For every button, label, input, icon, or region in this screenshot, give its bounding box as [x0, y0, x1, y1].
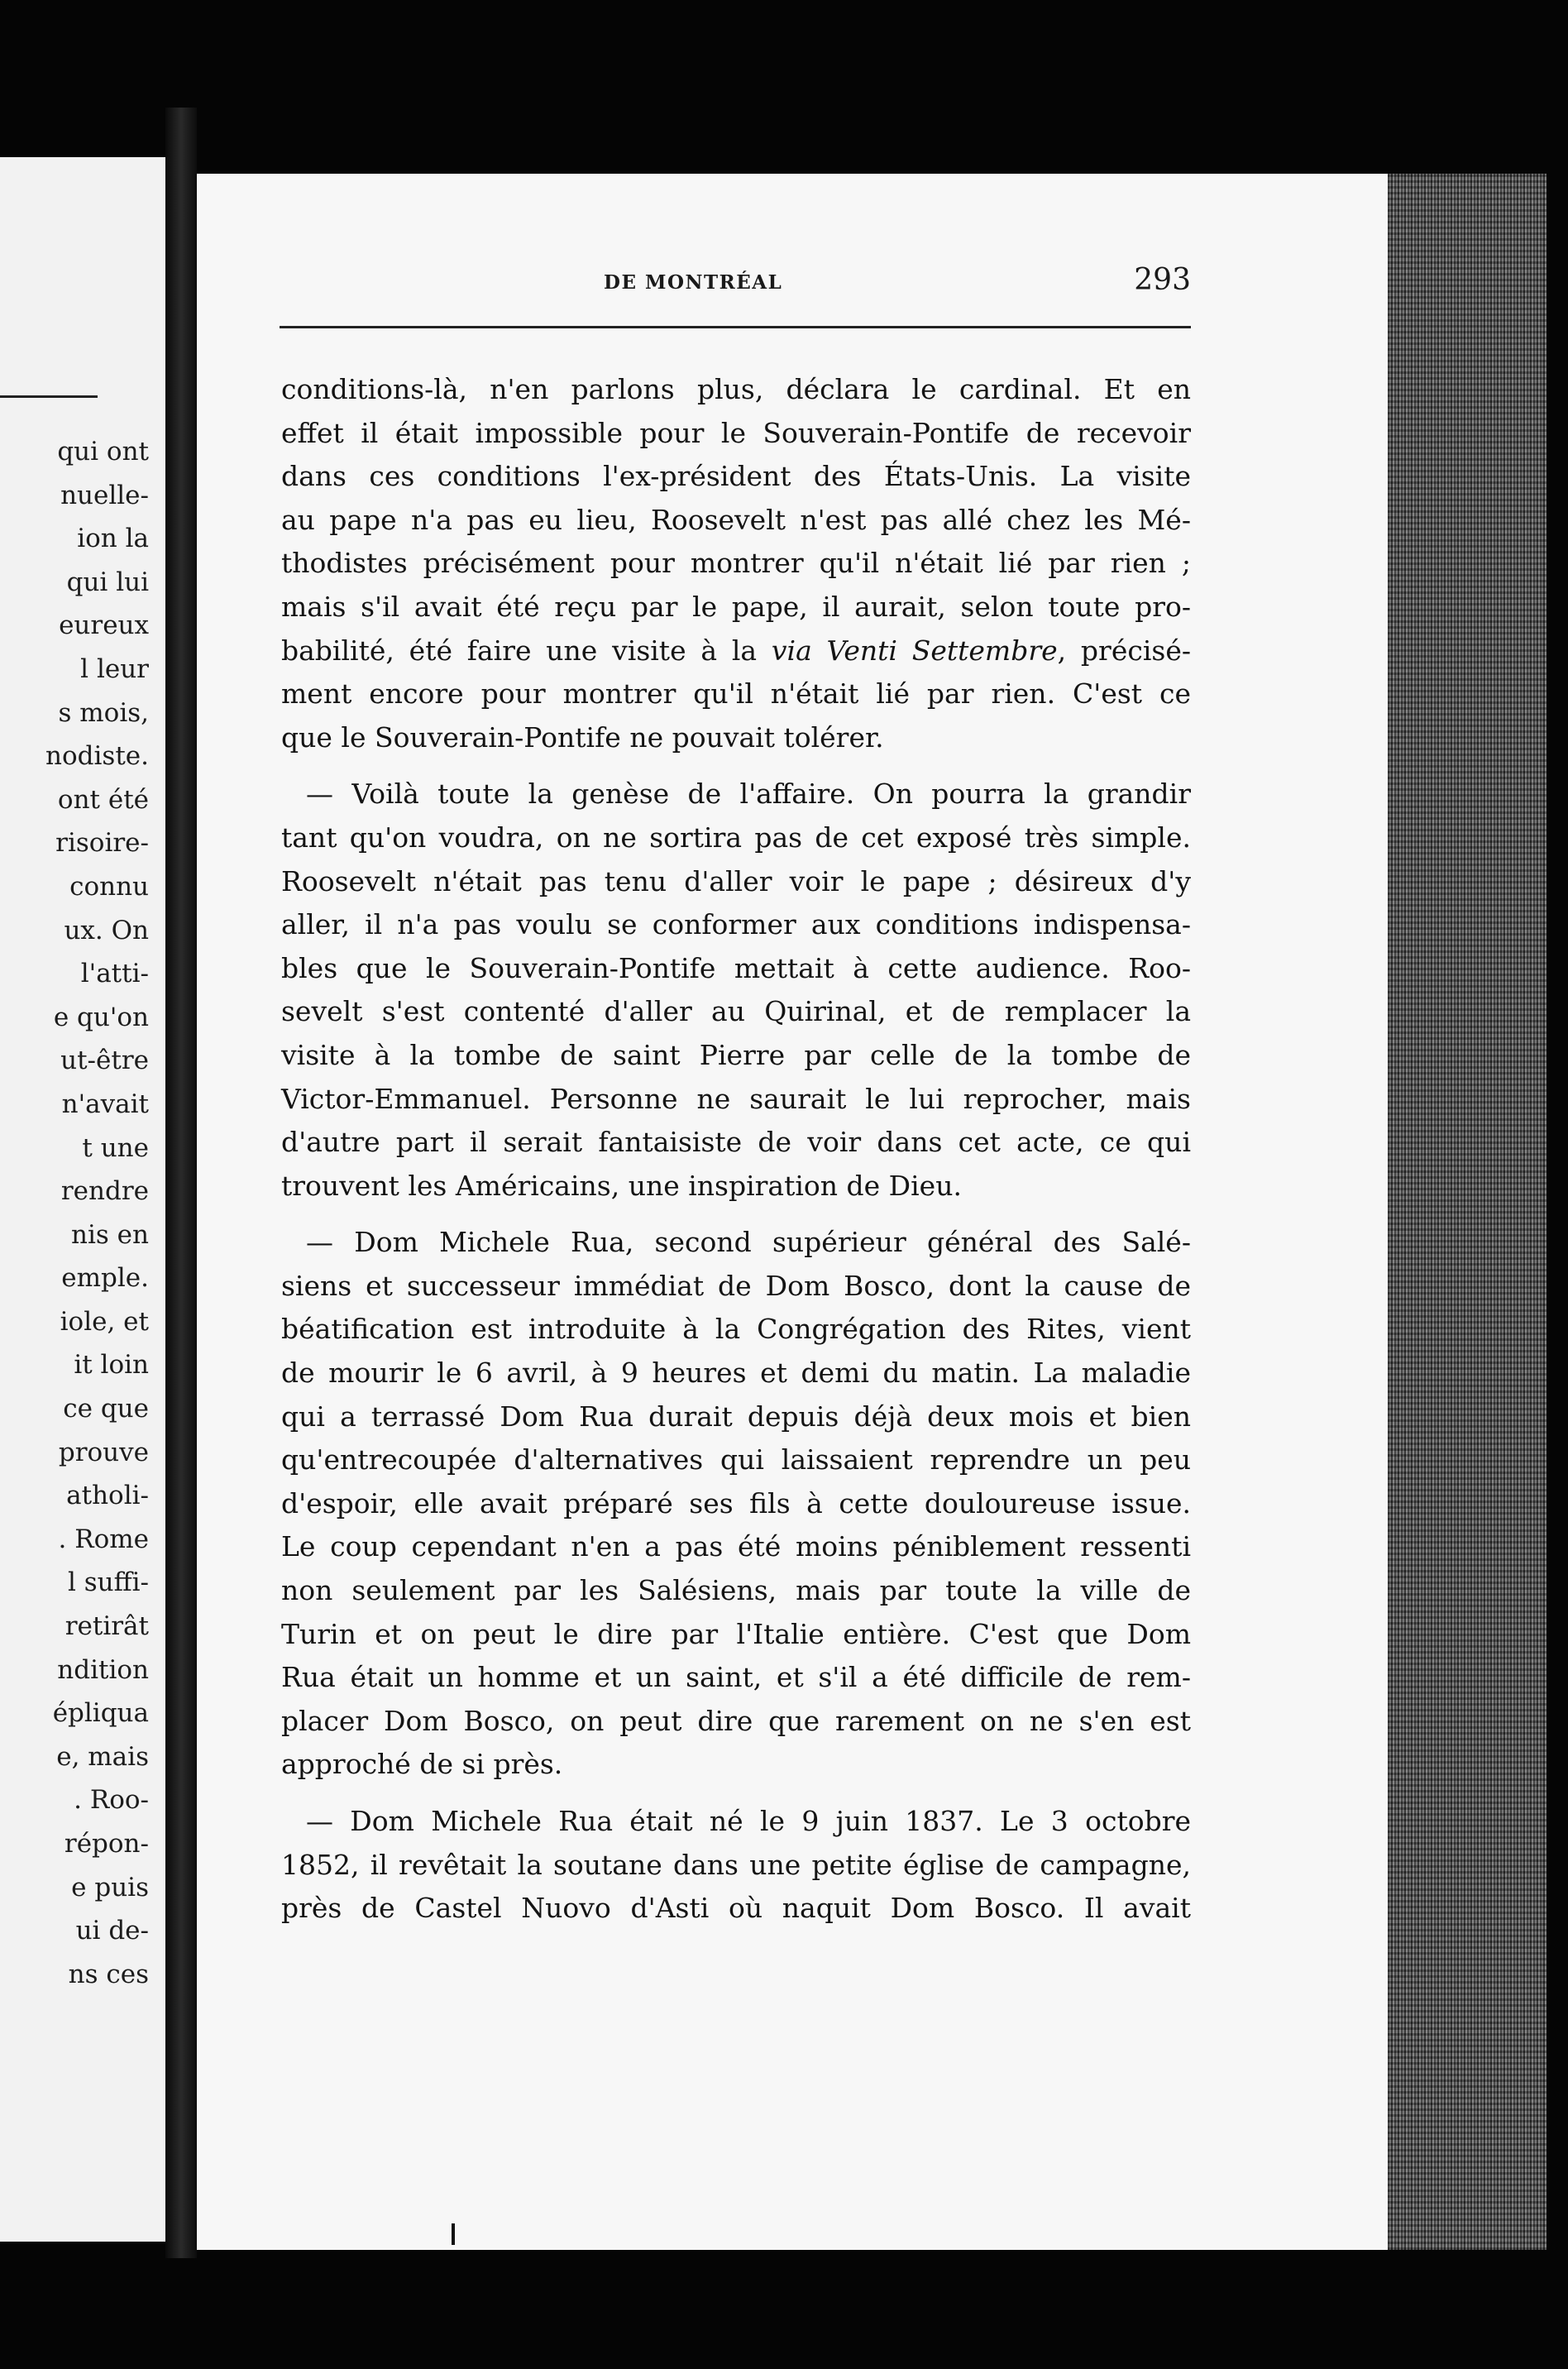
text-line: — Dom Michele Rua, second supérieur général des Salé- [306, 1226, 1191, 1259]
left-page-line: iole, et [60, 1306, 149, 1337]
text-line: d'autre part il serait fantaisiste de voir dans cet acte, ce qui [281, 1126, 1191, 1159]
left-page-line: e puis [71, 1872, 149, 1902]
left-page-line: épliqua [52, 1698, 149, 1729]
header-rule [280, 326, 1191, 328]
scan-mark [452, 2223, 455, 2245]
text-line: béatification est introduite à la Congrégation des Rites, vient [281, 1313, 1191, 1346]
text-line: conditions-là, n'en parlons plus, déclara le cardinal. Et en [281, 373, 1191, 405]
text-line: tant qu'on voudra, on ne sortira pas de cet exposé très simple. [281, 821, 1191, 854]
running-title: DE MONTRÉAL [604, 271, 783, 294]
text-line: — Dom Michele Rua était né le 9 juin 1837. Le 3 octobre [306, 1805, 1191, 1837]
left-page-line: emple. [61, 1263, 149, 1294]
text-line: ment encore pour montrer qu'il n'était lié par rien. C'est ce [281, 677, 1191, 711]
left-page-line: s mois, [58, 697, 149, 728]
text-line: babilité, été faire une visite à la via Venti Settembre, précisé- [281, 634, 1191, 667]
left-page-line: ion la [77, 524, 149, 554]
text-line: Rua était un homme et un saint, et s'il a été difficile de rem- [281, 1661, 1191, 1694]
text-line: 1852, il revêtait la soutane dans une petite église de campagne, [281, 1848, 1191, 1881]
text-line: Le coup cependant n'en a pas été moins péniblement ressenti [281, 1530, 1191, 1563]
left-page-line: ont été [57, 784, 149, 815]
text-line: siens et successeur immédiat de Dom Bosco, dont la cause de [281, 1269, 1191, 1302]
left-page-line: . Rome [58, 1524, 149, 1554]
text-line: dans ces conditions l'ex-président des États-Unis. La visite [281, 460, 1191, 493]
text-line: que le Souverain-Pontife ne pouvait tolérer. [281, 720, 884, 754]
book-gutter [165, 108, 197, 2258]
text-line: au pape n'a pas eu lieu, Roosevelt n'est pas allé chez les Mé- [281, 503, 1191, 536]
left-page-line: l'atti- [80, 959, 149, 989]
left-page-line: nuelle- [60, 480, 149, 510]
text-line: placer Dom Bosco, on peut dire que rarement on ne s'en est [281, 1704, 1191, 1737]
left-page-line: risoire- [55, 828, 149, 859]
left-page-line: e, mais [56, 1741, 149, 1772]
left-page-line: ut-être [60, 1046, 149, 1076]
paragraph-gap [281, 1208, 1191, 1221]
left-page-line: rendre [60, 1176, 149, 1207]
left-page-line: répon- [64, 1829, 149, 1859]
text-line: sevelt s'est contenté d'aller au Quirinal, et de remplacer la [281, 995, 1191, 1028]
text-line: effet il était impossible pour le Souverain-Pontife de recevoir [281, 416, 1191, 449]
page-number: 293 [1134, 263, 1191, 297]
italic-text: via Venti Settembre [771, 634, 1058, 667]
text-line: Victor-Emmanuel. Personne ne saurait le lui reprocher, mais [281, 1082, 1191, 1115]
text-line: mais s'il avait été reçu par le pape, il aurait, selon toute pro- [281, 590, 1191, 623]
left-page-line: prouve [58, 1437, 149, 1467]
left-page-line: ce que [63, 1394, 149, 1424]
paragraph-gap [281, 1787, 1191, 1800]
left-page-line: l leur [80, 653, 149, 684]
left-page-line: connu [69, 871, 149, 902]
left-page-line: nodiste. [45, 741, 149, 772]
left-page-line: eureux [59, 610, 149, 641]
text-line: Roosevelt n'était pas tenu d'aller voir le pape ; désireux d'y [281, 864, 1191, 897]
text-line: qui a terrassé Dom Rua durait depuis déjà deux mois et bien [281, 1400, 1191, 1433]
left-page-line: ux. On [64, 915, 149, 945]
left-page-line: qui ont [57, 437, 149, 467]
text-line: près de Castel Nuovo d'Asti où naquit Dom Bosco. Il avait [281, 1892, 1191, 1925]
left-page-rule [0, 395, 98, 398]
text-line: d'espoir, elle avait préparé ses fils à cette douloureuse issue. [281, 1486, 1191, 1520]
paragraph-gap [281, 759, 1191, 773]
text-line: bles que le Souverain-Pontife mettait à cette audience. Roo- [281, 951, 1191, 984]
text-line: de mourir le 6 avril, à 9 heures et demi du matin. La maladie [281, 1357, 1191, 1390]
running-head [281, 263, 1191, 304]
left-page-line: t une [82, 1132, 149, 1163]
text-line: trouvent les Américains, une inspiration de Dieu. [281, 1169, 962, 1202]
text-line: aller, il n'a pas voulu se conformer aux conditions indispensa- [281, 908, 1191, 941]
left-page-line: ui de- [75, 1916, 149, 1946]
left-page [0, 157, 165, 2242]
left-page-text [45, 430, 149, 1996]
left-page-line: qui lui [66, 567, 149, 597]
text-line: Turin et on peut le dire par l'Italie entière. C'est que Dom [281, 1617, 1191, 1650]
text-line: non seulement par les Salésiens, mais par toute la ville de [281, 1574, 1191, 1607]
left-page-line: ns ces [68, 1959, 149, 1989]
left-page-line: ndition [57, 1654, 149, 1685]
text-line: thodistes précisément pour montrer qu'il n'était lié par rien ; [281, 547, 1191, 580]
text-line: qu'entrecoupée d'alternatives qui laissaient reprendre un peu [281, 1443, 1191, 1476]
left-page-line: it loin [74, 1350, 149, 1381]
book-page-edge [1388, 174, 1546, 2250]
text-line: approché de si près. [281, 1748, 563, 1781]
left-page-line: e qu'on [53, 1002, 149, 1032]
left-page-line: nis en [71, 1219, 149, 1250]
left-page-line: atholi- [66, 1481, 149, 1511]
left-page-line: . Roo- [74, 1785, 149, 1816]
left-page-line: n'avait [61, 1089, 149, 1119]
text-line: — Voilà toute la genèse de l'affaire. On pourra la grandir [306, 778, 1191, 811]
text-line: visite à la tombe de saint Pierre par celle de la tombe de [281, 1038, 1191, 1071]
left-page-line: retirât [65, 1611, 149, 1642]
body-text [281, 368, 1191, 1931]
left-page-line: l suffi- [67, 1567, 149, 1598]
